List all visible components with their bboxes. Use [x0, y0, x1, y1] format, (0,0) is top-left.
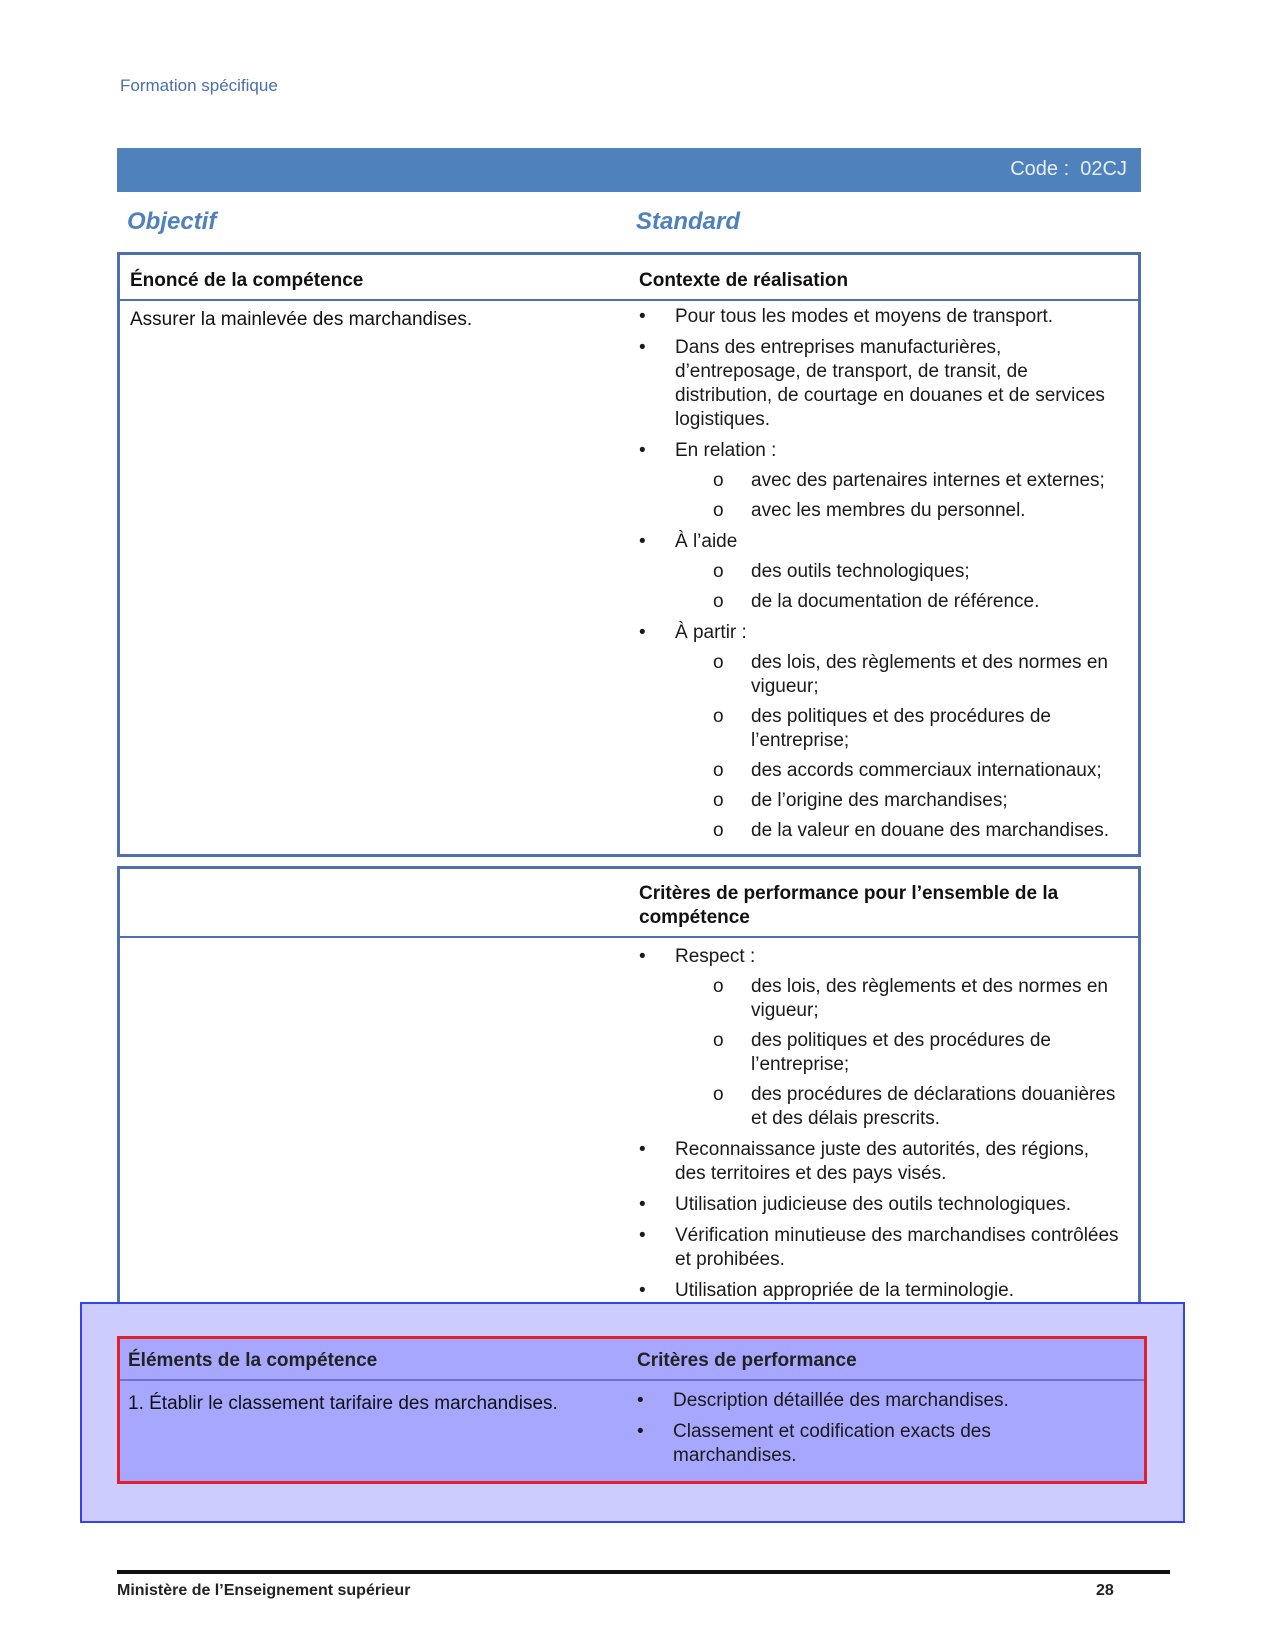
bullet-icon: •	[639, 440, 646, 461]
competence-statement: Assurer la mainlevée des marchandises.	[130, 309, 473, 330]
sub-list	[675, 975, 1119, 1131]
circle-bullet-icon: o	[713, 1084, 724, 1105]
bullet-item	[639, 1224, 1119, 1272]
sub-bullet-text: des lois, des règlements et des normes en vigueur;	[751, 652, 1108, 697]
sub-bullet-text: des outils technologiques;	[751, 561, 970, 582]
code-text	[1010, 158, 1127, 181]
circle-bullet-icon: o	[713, 500, 724, 521]
code-value: 02CJ	[1080, 158, 1127, 180]
elements-header: Éléments de la compétence	[128, 1350, 378, 1371]
bullet-text: Dans des entreprises manufacturières, d’entreposage, de transport, de transit, de distribution, de courtage en douanes et de services logistiques.	[675, 337, 1105, 430]
sub-bullet-text: des accords commerciaux internationaux;	[751, 760, 1102, 781]
bullet-item	[639, 439, 1119, 523]
sub-bullet-text: des procédures de déclarations douanières et des délais prescrits.	[751, 1084, 1116, 1129]
circle-bullet-icon: o	[713, 820, 724, 841]
sub-list	[675, 469, 1119, 523]
circle-bullet-icon: o	[713, 706, 724, 727]
code-bar	[117, 148, 1141, 192]
criteria-list	[637, 1389, 1117, 1468]
context-list	[639, 305, 1119, 843]
sub-bullet-text: avec les membres du personnel.	[751, 500, 1026, 521]
circle-bullet-icon: o	[713, 1030, 724, 1051]
overall-criteria-container	[639, 945, 1119, 1310]
bullet-icon: •	[637, 1421, 644, 1442]
sub-bullet-text: des lois, des règlements et des normes en vigueur;	[751, 976, 1108, 1021]
bullet-text: Pour tous les modes et moyens de transport.	[675, 306, 1054, 327]
bullet-item	[639, 305, 1119, 329]
sub-list	[675, 560, 1119, 614]
elements-table	[117, 1336, 1147, 1484]
footer-ministry: Ministère de l’Enseignement supérieur	[117, 1582, 411, 1599]
header-divider	[120, 936, 1138, 938]
bullet-item	[639, 945, 1119, 1131]
standard-title: Standard	[636, 208, 741, 235]
bullet-text: À l’aide	[675, 531, 738, 552]
competence-table	[117, 252, 1141, 857]
bullet-item	[639, 1279, 1119, 1303]
bullet-text: Utilisation judicieuse des outils technologiques.	[675, 1194, 1072, 1215]
criteria-container	[637, 1389, 1117, 1475]
sub-bullet-item	[713, 1083, 1119, 1131]
bullet-icon: •	[639, 306, 646, 327]
bullet-icon: •	[639, 337, 646, 358]
bullet-item	[639, 336, 1119, 432]
bullet-text: Utilisation appropriée de la terminologie.	[675, 1280, 1015, 1301]
criteria-header: Critères de performance	[637, 1350, 857, 1371]
bullet-icon: •	[639, 1194, 646, 1215]
context-header: Contexte de réalisation	[639, 270, 849, 291]
sub-bullet-text: de l’origine des marchandises;	[751, 790, 1008, 811]
header-divider	[120, 1379, 1144, 1381]
bullet-item	[637, 1420, 1117, 1468]
header-divider	[120, 299, 1138, 301]
bullet-item	[639, 1193, 1119, 1217]
bullet-text: Description détaillée des marchandises.	[673, 1390, 1009, 1411]
sub-bullet-text: de la valeur en douane des marchandises.	[751, 820, 1110, 841]
code-label: Code :	[1010, 158, 1070, 180]
bullet-item	[639, 1138, 1119, 1186]
sub-bullet-item	[713, 759, 1119, 783]
overall-criteria-list	[639, 945, 1119, 1303]
document-section-label: Formation spécifique	[120, 76, 278, 95]
bullet-text: À partir :	[675, 622, 747, 643]
bullet-text: Classement et codification exacts des marchandises.	[673, 1421, 991, 1466]
circle-bullet-icon: o	[713, 591, 724, 612]
sub-bullet-item	[713, 705, 1119, 753]
sub-bullet-item	[713, 975, 1119, 1023]
objectif-title: Objectif	[127, 208, 217, 235]
circle-bullet-icon: o	[713, 790, 724, 811]
bullet-icon: •	[639, 622, 646, 643]
sub-bullet-text: de la documentation de référence.	[751, 591, 1040, 612]
performance-overall-table	[117, 866, 1141, 1312]
bullet-item	[639, 621, 1119, 843]
circle-bullet-icon: o	[713, 760, 724, 781]
circle-bullet-icon: o	[713, 976, 724, 997]
bullet-text: Vérification minutieuse des marchandises contrôlées et prohibées.	[675, 1225, 1119, 1270]
bullet-icon: •	[639, 531, 646, 552]
bullet-item	[639, 530, 1119, 614]
bullet-icon: •	[639, 1225, 646, 1246]
sub-bullet-item	[713, 819, 1119, 843]
bullet-icon: •	[639, 1280, 646, 1301]
sub-bullet-text: avec des partenaires internes et externes;	[751, 470, 1105, 491]
circle-bullet-icon: o	[713, 470, 724, 491]
competence-statement-header: Énoncé de la compétence	[130, 270, 364, 291]
bullet-text: Respect :	[675, 946, 756, 967]
sub-bullet-text: des politiques et des procédures de l’entreprise;	[751, 706, 1051, 751]
bullet-item	[637, 1389, 1117, 1413]
sub-bullet-item	[713, 560, 1119, 584]
sub-list	[675, 651, 1119, 843]
bullet-text: Reconnaissance juste des autorités, des régions, des territoires et des pays visés.	[675, 1139, 1090, 1184]
sub-bullet-text: des politiques et des procédures de l’entreprise;	[751, 1030, 1051, 1075]
bullet-icon: •	[639, 1139, 646, 1160]
context-list-container	[639, 305, 1119, 850]
overall-criteria-header: Critères de performance pour l’ensemble de la compétence	[639, 883, 1059, 928]
bullet-text: En relation :	[675, 440, 777, 461]
sub-bullet-item	[713, 499, 1119, 523]
bullet-icon: •	[639, 946, 646, 967]
footer-rule	[117, 1570, 1170, 1574]
circle-bullet-icon: o	[713, 652, 724, 673]
page-number: 28	[1096, 1582, 1114, 1599]
sub-bullet-item	[713, 469, 1119, 493]
sub-bullet-item	[713, 651, 1119, 699]
competence-element: 1. Établir le classement tarifaire des marchandises.	[128, 1393, 558, 1414]
bullet-icon: •	[637, 1390, 644, 1411]
circle-bullet-icon: o	[713, 561, 724, 582]
sub-bullet-item	[713, 789, 1119, 813]
sub-bullet-item	[713, 1029, 1119, 1077]
sub-bullet-item	[713, 590, 1119, 614]
